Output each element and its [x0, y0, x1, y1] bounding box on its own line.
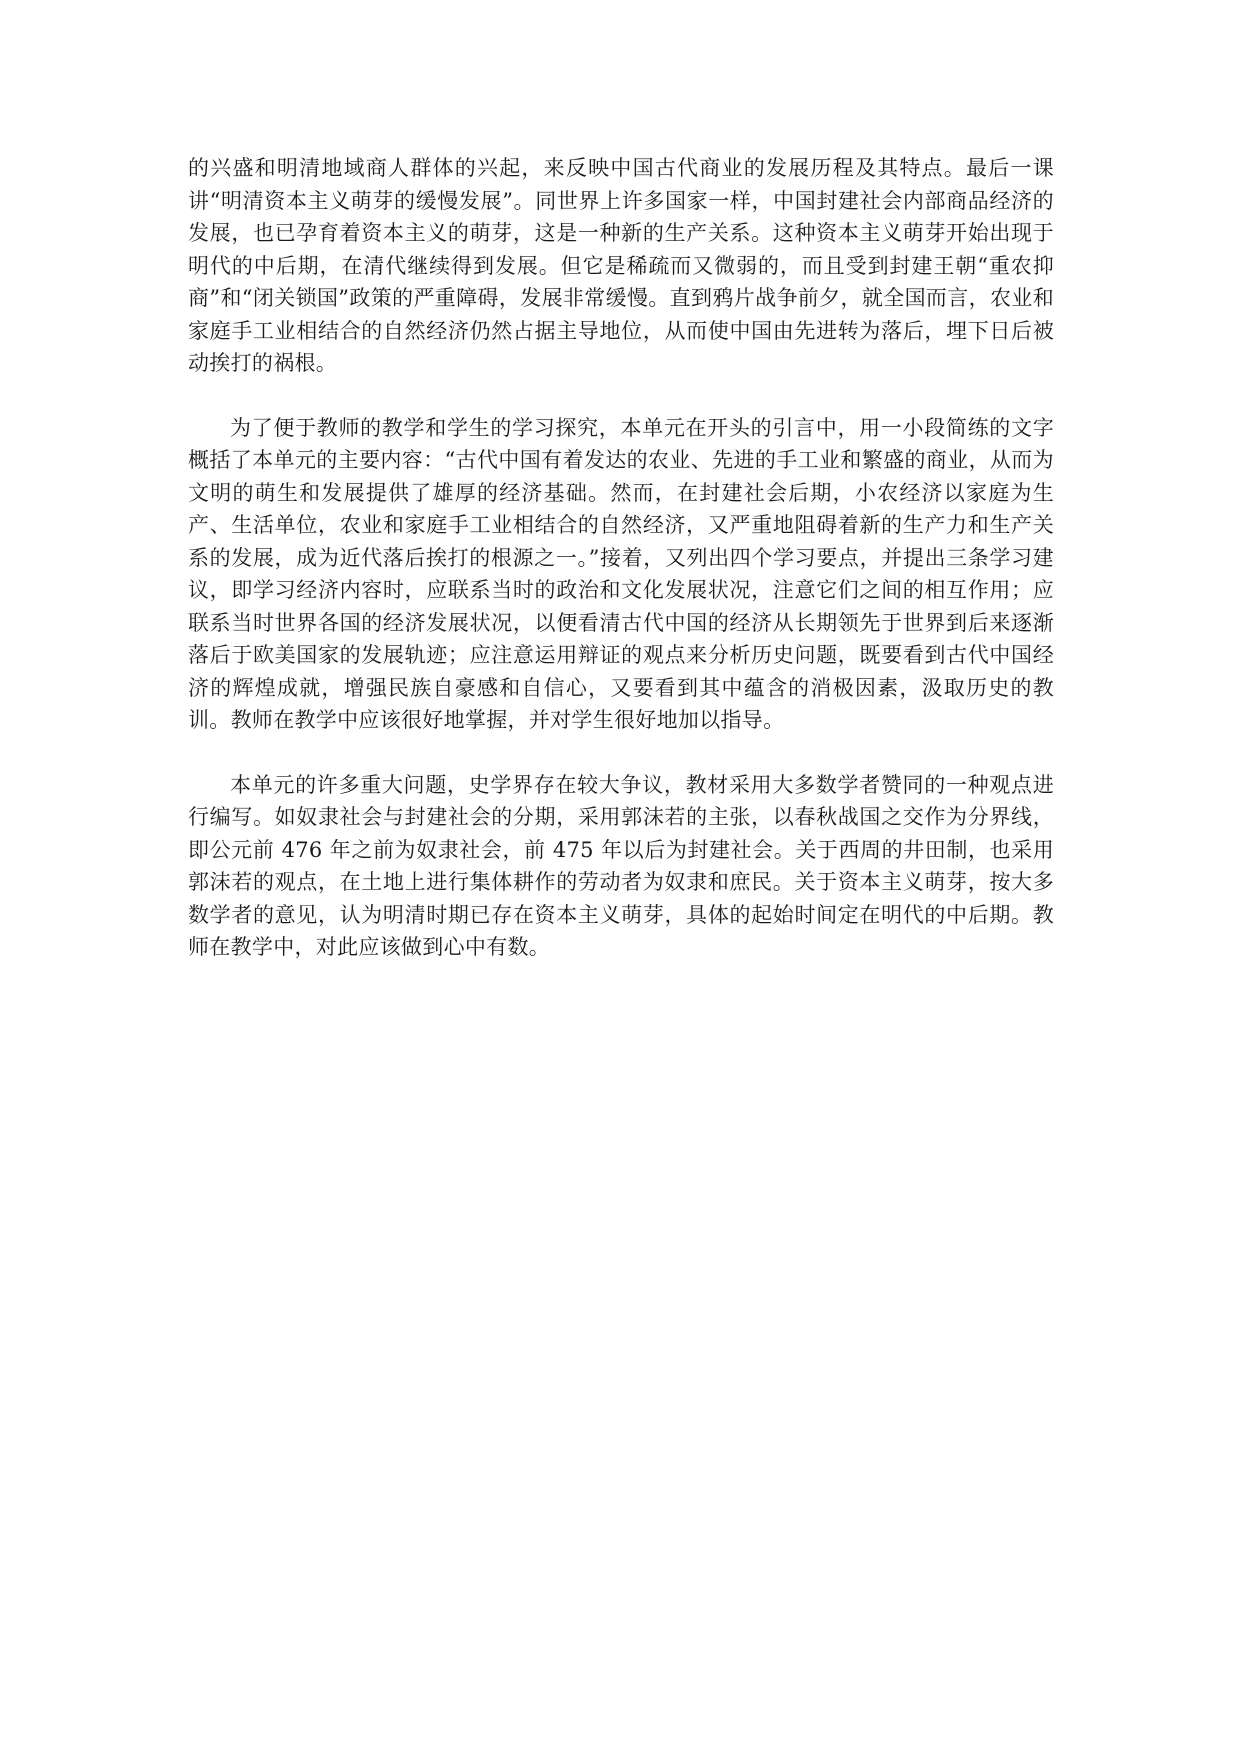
paragraph-2: 为了便于教师的教学和学生的学习探究，本单元在开头的引言中，用一小段简练的文字概括了本单元的主要内容：“古代中国有着发达的农业、先进的手工业和繁盛的商业，从而为文明的萌生和发展提供了雄厚的经济基础。然而，在封建社会后期，小农经济以家庭为生产、生活单位，农业和家庭手工业相结合的自然经济，又严重地阻碍着新的生产力和生产关系的发展，成为近代落后挨打的根源之一。”接着，又列出四个学习要点，并提出三条学习建议，即学习经济内容时，应联系当时的政治和文化发展状况，注意它们之间的相互作用；应联系当时世界各国的经济发展状况，以便看清古代中国的经济从长期领先于世界到后来逐渐落后于欧美国家的发展轨迹；应注意运用辩证的观点来分析历史问题，既要看到古代中国经济的辉煌成就，增强民族自豪感和自信心，又要看到其中蕴含的消极因素，汲取历史的教训。教师在教学中应该很好地掌握，并对学生很好地加以指导。 — [188, 415, 1054, 732]
paragraph-3: 本单元的许多重大问题，史学界存在较大争议，教材采用大多数学者赞同的一种观点进行编写。如奴隶社会与封建社会的分期，采用郭沫若的主张，以春秋战国之交作为分界线，即公元前 476 年之前为奴隶社会，前 475 年以后为封建社会。关于西周的井田制，也采用郭沫若的观点，在土地上进行集体耕作的劳动者为奴隶和庶民。关于资本主义萌芽，按大多数学者的意见，认为明清时期已存在资本主义萌芽，具体的起始时间定在明代的中后期。教师在教学中，对此应该做到心中有数。 — [188, 772, 1054, 959]
document-body — [188, 152, 1054, 996]
paragraph-1: 的兴盛和明清地域商人群体的兴起，来反映中国古代商业的发展历程及其特点。最后一课讲“明清资本主义萌芽的缓慢发展”。同世界上许多国家一样，中国封建社会内部商品经济的发展，也已孕育着资本主义的萌芽，这是一种新的生产关系。这种资本主义萌芽开始出现于明代的中后期，在清代继续得到发展。但它是稀疏而又微弱的，而且受到封建王朝“重农抑商”和“闭关锁国”政策的严重障碍，发展非常缓慢。直到鸦片战争前夕，就全国而言，农业和家庭手工业相结合的自然经济仍然占据主导地位，从而使中国由先进转为落后，埋下日后被动挨打的祸根。 — [188, 156, 1054, 375]
